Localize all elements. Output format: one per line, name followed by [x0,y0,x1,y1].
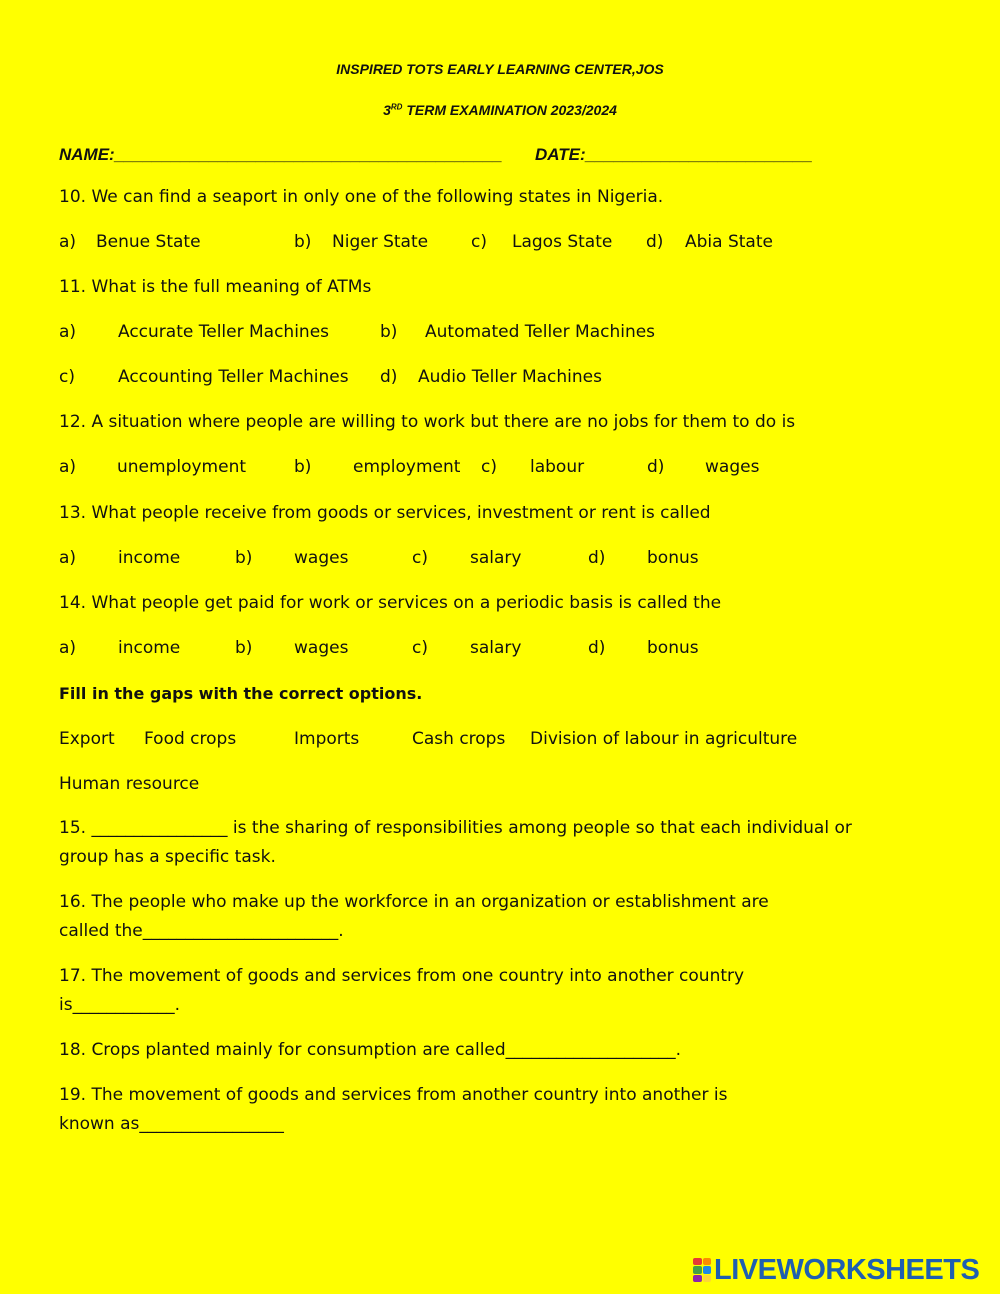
word-bank-item: Export [59,729,115,749]
option-text[interactable]: Niger State [332,232,429,252]
word-bank-item: Food crops [144,729,237,749]
badge-cell [693,1266,702,1273]
badge-cell [703,1266,712,1273]
option-letter: b) [235,548,253,568]
school-title: INSPIRED TOTS EARLY LEARNING CENTER,JOS [336,61,664,77]
option-letter: d) [588,638,606,658]
option-letter: c) [412,548,428,568]
option-letter: b) [294,232,312,252]
option-letter: b) [380,322,398,342]
question-14: 14. What people get paid for work or services on a periodic basis is called the [59,593,722,613]
option-letter: a) [59,322,77,342]
option-text[interactable]: Audio Teller Machines [418,367,602,387]
word-bank-item: Imports [294,729,360,749]
question-13: 13. What people receive from goods or services, investment or rent is called [59,503,711,523]
question-10: 10. We can find a seaport in only one of the following states in Nigeria. [59,187,664,207]
fill-item-17[interactable]: 17. The movement of goods and services from one country into another country is____________. [59,966,745,1015]
option-text[interactable]: labour [530,457,585,477]
option-letter: a) [59,232,77,252]
option-letter: b) [294,457,312,477]
badge-cell [703,1258,712,1265]
fill-item-16[interactable]: 16. The people who make up the workforce in an organization or establishment are called the_______________________. [59,892,769,941]
fill-item-15[interactable]: 15. ________________ is the sharing of responsibilities among people so that each individual or group has a specific task. [59,818,852,867]
option-text[interactable]: salary [470,548,522,568]
liveworksheets-logo [693,1253,980,1286]
badge-cell [693,1258,702,1265]
logo-text: LIVEWORKSHEETS [714,1253,980,1286]
fill-item-18[interactable]: 18. Crops planted mainly for consumption are called____________________. [59,1040,682,1060]
option-text[interactable]: bonus [647,638,699,658]
option-text[interactable]: wages [294,638,349,658]
date-field[interactable]: DATE:________________________ [535,145,813,164]
option-letter: c) [471,232,487,252]
option-text[interactable]: salary [470,638,522,658]
word-bank-item: Division of labour in agriculture [530,729,798,749]
option-letter: c) [412,638,428,658]
option-text[interactable]: Accounting Teller Machines [118,367,349,387]
option-letter: d) [646,232,664,252]
option-text[interactable]: Benue State [96,232,201,252]
option-text[interactable]: wages [705,457,760,477]
option-text[interactable]: bonus [647,548,699,568]
option-text[interactable]: wages [294,548,349,568]
option-letter: d) [588,548,606,568]
logo-badge-icon [693,1258,711,1282]
option-letter: a) [59,457,77,477]
question-11: 11. What is the full meaning of ATMs [59,277,372,297]
option-letter: c) [481,457,497,477]
option-text[interactable]: Accurate Teller Machines [118,322,330,342]
option-letter: d) [647,457,665,477]
option-text[interactable]: income [118,638,181,658]
option-letter: b) [235,638,253,658]
fill-instruction: Fill in the gaps with the correct options. [59,684,423,703]
question-12: 12. A situation where people are willing to work but there are no jobs for them to do is [59,412,796,432]
option-text[interactable]: unemployment [117,457,247,477]
badge-cell [703,1275,712,1282]
word-bank-item: Cash crops [412,729,506,749]
option-text[interactable]: Lagos State [512,232,613,252]
name-field[interactable]: NAME:_________________________________________ [59,145,503,164]
option-letter: a) [59,548,77,568]
option-text[interactable]: Abia State [685,232,773,252]
option-text[interactable]: Automated Teller Machines [425,322,656,342]
option-letter: a) [59,638,77,658]
fill-item-19[interactable]: 19. The movement of goods and services from another country into another is known as_________________ [59,1085,728,1134]
word-bank-item: Human resource [59,774,200,794]
option-text[interactable]: income [118,548,181,568]
option-letter: d) [380,367,398,387]
option-letter: c) [59,367,75,387]
badge-cell [693,1275,702,1282]
exam-title: 3RD TERM EXAMINATION 2023/2024 [383,102,617,118]
option-text[interactable]: employment [353,457,461,477]
